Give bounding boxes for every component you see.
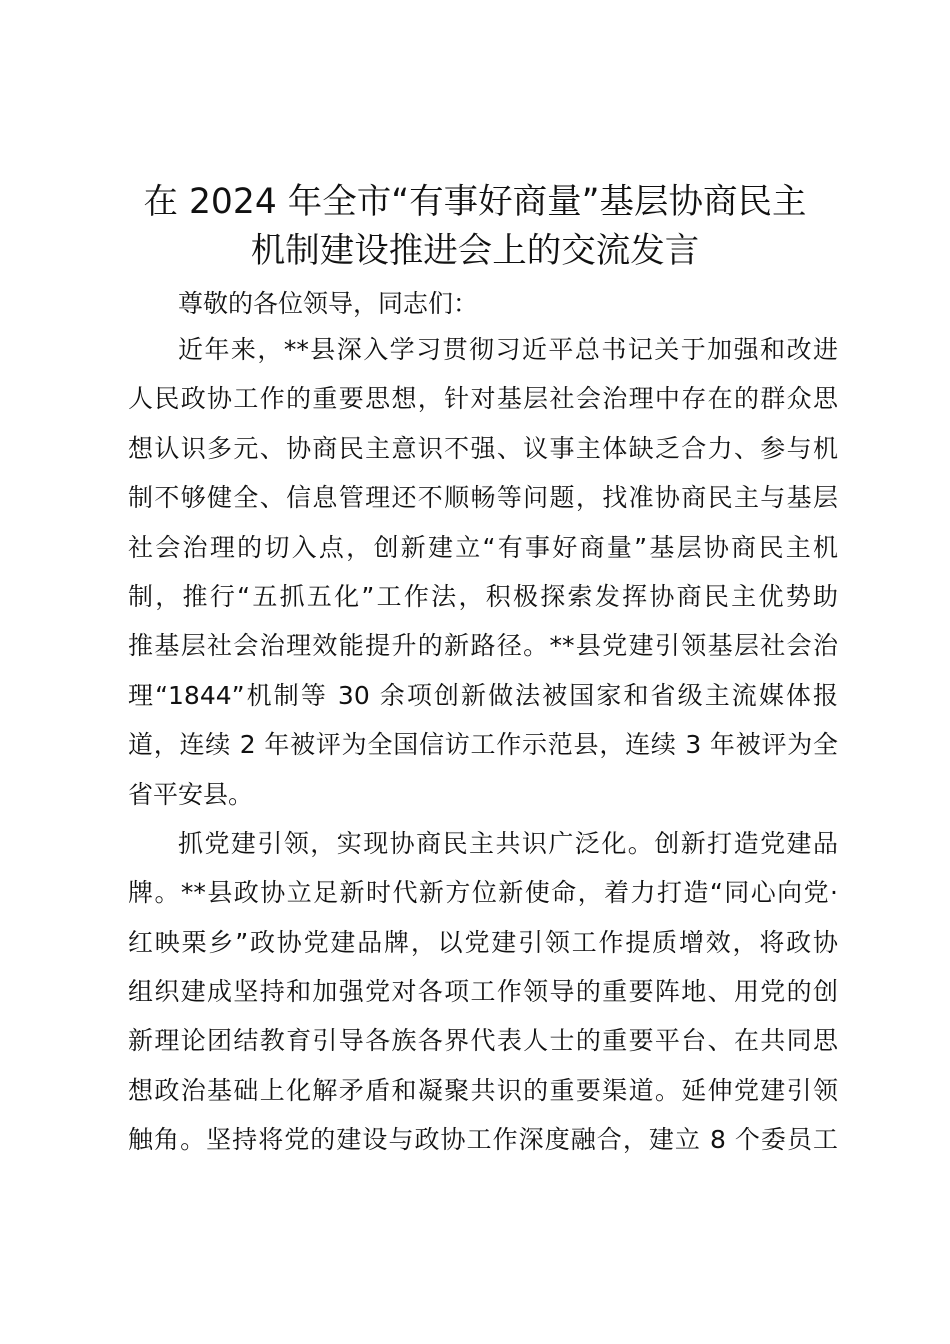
salutation: 尊敬的各位领导，同志们： [178,289,479,318]
paragraph-line: 道，连续 2 年被评为全国信访工作示范县，连续 3 年被评为全 [128,730,838,760]
paragraph-line: 省平安县。 [128,779,254,809]
paragraph-line: 牌。**县政协立足新时代新方位新使命，着力打造“同心向党· [128,878,838,908]
paragraph-line: 想政治基础上化解矛盾和凝聚共识的重要渠道。延伸党建引领 [128,1075,838,1105]
paragraph-line: 红映栗乡”政协党建品牌，以党建引领工作提质增效，将政协 [128,927,838,957]
paragraph-line: 新理论团结教育引导各族各界代表人士的重要平台、在共同思 [128,1026,838,1056]
document-title [118,178,832,276]
title-line: 机制建设推进会上的交流发言 [250,231,700,271]
paragraph-1 [128,325,838,819]
paragraph-line: 制不够健全、信息管理还不顺畅等问题，找准协商民主与基层 [128,483,838,513]
paragraph-line: 近年来，**县深入学习贯彻习近平总书记关于加强和改进 [178,335,838,364]
title-line: 在 2024 年全市“有事好商量”基层协商民主 [143,182,807,222]
paragraph-line: 人民政协工作的重要思想，针对基层社会治理中存在的群众思 [128,384,838,414]
paragraph-line: 社会治理的切入点，创新建立“有事好商量”基层协商民主机 [128,532,838,562]
paragraph-line: 组织建成坚持和加强党对各项工作领导的重要阵地、用党的创 [128,977,838,1007]
paragraph-line: 抓党建引领，实现协商民主共识广泛化。创新打造党建品 [178,828,838,858]
paragraph-line: 理“1844”机制等 30 余项创新做法被国家和省级主流媒体报 [128,680,838,710]
paragraph-line: 制，推行“五抓五化”工作法，积极探索发挥协商民主优势助 [128,581,838,611]
paragraph-line: 触角。坚持将党的建设与政协工作深度融合，建立 8 个委员工 [128,1125,838,1155]
document-body [128,282,838,1165]
paragraph-2 [128,819,838,1165]
paragraph-line: 推基层社会治理效能提升的新路径。**县党建引领基层社会治 [128,631,838,661]
paragraph-line: 想认识多元、协商民主意识不强、议事主体缺乏合力、参与机 [128,433,838,463]
